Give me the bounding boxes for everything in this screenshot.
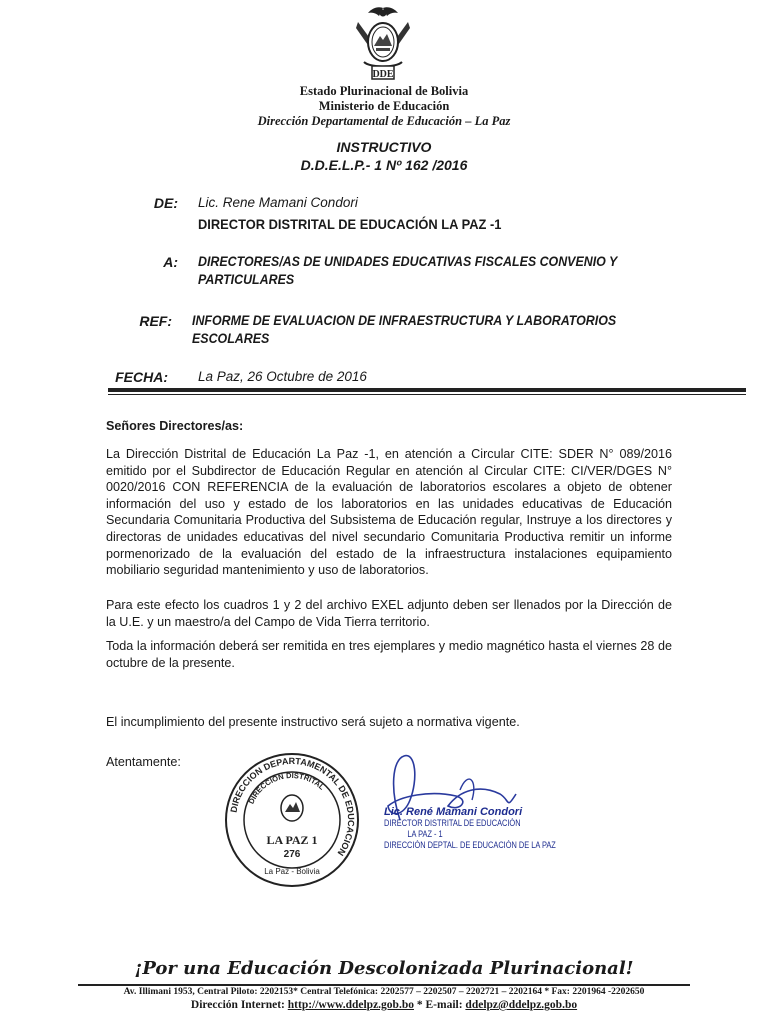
emblem-text: DDE [372, 69, 394, 80]
web-label: Dirección Internet: [190, 999, 285, 1011]
ref-label: REF: [139, 313, 172, 329]
ref-line1: INFORME DE EVALUACION DE INFRAESTRUCTURA Y LABORATORIOS [192, 313, 617, 328]
header-directorate: Dirección Departamental de Educación – La Paz [257, 114, 511, 128]
stamp-city: LA PAZ 1 [266, 833, 318, 847]
official-stamp [222, 750, 362, 890]
paragraph-1: La Dirección Distrital de Educación La Paz -1, en atención a Circular CITE: SDER N° 089/2016 emitido por el Subdirector de Educación Regular en atención al Circular CITE: CI/VER/DGES N° 0020/2016 CON REFERENCIA de la evaluación de laboratorios escolares a objeto de obtener información del uso y estado de los laboratorios en las unidades educativas de Educación Secundaria Comunitaria Productiva del Subsistema de Educación regular, Instruye a los directores y directoras de unidades educativas del nivel secundario Comunitaria Productiva remitir un informe pormenorizado de la evaluación del estado de la infraestructura instalaciones equipamiento mobiliario seguridad mantenimiento y uso de laboratorios. [106, 447, 672, 578]
greeting: Señores Directores/as: [106, 419, 244, 433]
header-ministry: Ministerio de Educación [318, 99, 450, 113]
document-number: D.D.E.L.P.- 1 Nº 162 /2016 [300, 157, 468, 173]
closing: Atentamente: [106, 755, 181, 769]
header-divider [108, 388, 746, 392]
a-label: A: [163, 254, 178, 270]
header-divider-thin [108, 394, 746, 395]
signatory-title-3: DIRECCIÓN DEPTAL. DE EDUCACIÓN DE LA PAZ [384, 840, 556, 851]
motto: ¡Por una Educación Descolonizada Plurinacional! [134, 958, 634, 979]
a-line2: PARTICULARES [198, 272, 295, 287]
ref-line2: ESCOLARES [192, 331, 270, 346]
email-link[interactable]: ddelpz@ddelpz.gob.bo [465, 999, 578, 1011]
de-name: Lic. Rene Mamani Condori [198, 195, 358, 210]
de-label: DE: [153, 195, 178, 211]
email-label: * E-mail: [416, 999, 463, 1011]
fecha-label: FECHA: [115, 369, 168, 385]
paragraph-3: Toda la información deberá ser remitida en tres ejemplares y medio magnético hasta el viernes 28 de octubre de la presente. [106, 639, 672, 670]
coat-of-arms-emblem [352, 4, 414, 84]
signature-block [384, 806, 604, 851]
footer-contact [0, 999, 768, 1011]
de-title: DIRECTOR DISTRITAL DE EDUCACIÓN LA PAZ -1 [198, 216, 502, 232]
document-type: INSTRUCTIVO [336, 139, 432, 155]
website-link[interactable]: http://www.ddelpz.gob.bo [287, 999, 414, 1011]
stamp-ring-text: DIRECCION DEPARTAMENTAL DE EDUCACION [228, 755, 357, 858]
signatory-title-1: DIRECTOR DISTRITAL DE EDUCACIÓN [384, 818, 521, 829]
stamp-bottom: La Paz - Bolivia [264, 867, 320, 876]
paragraph-4: El incumplimiento del presente instructivo será sujeto a normativa vigente. [106, 715, 520, 729]
signatory-name: Lic. René Mamani Condori [384, 806, 523, 818]
fecha-value: La Paz, 26 Octubre de 2016 [198, 369, 367, 384]
footer-divider [78, 984, 690, 986]
stamp-code: 276 [283, 849, 301, 860]
paragraph-2: Para este efecto los cuadros 1 y 2 del archivo EXEL adjunto deben ser llenados por la Dirección de la U.E. y un maestro/a del Campo de Vida Tierra territorio. [106, 598, 672, 629]
header-state: Estado Plurinacional de Bolivia [299, 84, 469, 98]
footer-address: Av. Illimani 1953, Central Piloto: 2202153* Central Telefónica: 2202577 – 2202507 – 2202721 – 2202164 * Fax: 2201964 -2202650 [123, 987, 645, 997]
a-line1: DIRECTORES/AS DE UNIDADES EDUCATIVAS FISCALES CONVENIO Y [198, 254, 618, 269]
signatory-title-2: LA PAZ - 1 [407, 829, 443, 840]
stamp-inner-text: DIRECCION DISTRITAL [246, 770, 327, 806]
